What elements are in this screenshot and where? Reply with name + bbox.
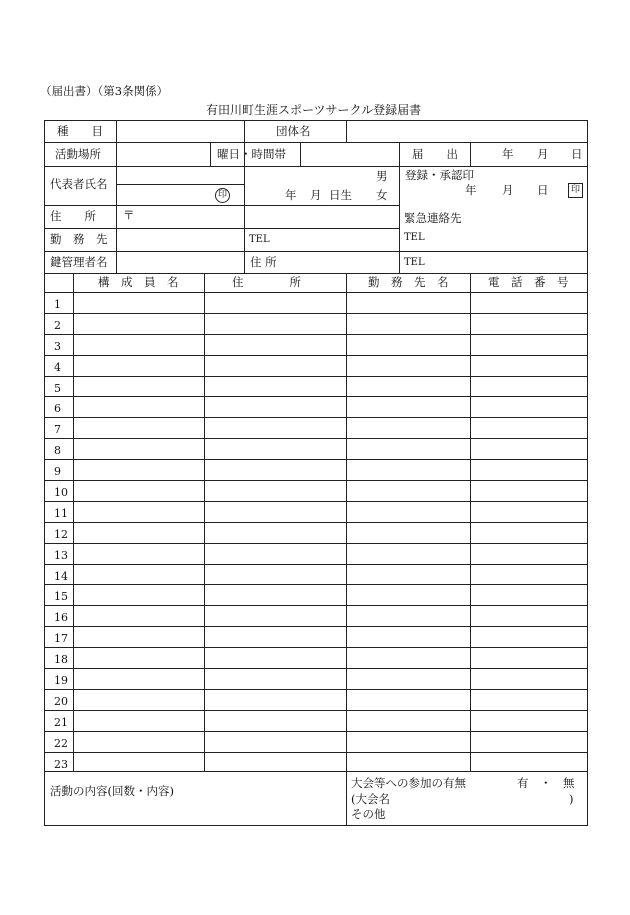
table-row (44, 397, 587, 418)
row-number: 12 (54, 527, 68, 541)
page-title: 有田川町生涯スポーツサークル登録届書 (206, 103, 422, 117)
table-border-bottom (44, 825, 588, 826)
table-row (44, 565, 587, 586)
reg-month: 月 (502, 183, 514, 197)
day-time-label: 曜日・時間帯 (217, 147, 286, 161)
row-divider (44, 142, 588, 143)
table-row (44, 439, 587, 460)
reg-year: 年 (465, 183, 477, 197)
row-number: 13 (54, 548, 68, 562)
table-row (44, 377, 587, 398)
col-divider (346, 120, 347, 143)
row-number: 11 (54, 506, 68, 520)
workplace-tel: TEL (249, 234, 270, 245)
table-row (44, 293, 587, 314)
row-number: 16 (54, 611, 68, 625)
col-divider (300, 142, 301, 166)
row-number: 22 (54, 736, 68, 750)
table-row (44, 648, 587, 669)
registration-label: 登録・承認印 (405, 168, 474, 182)
tournament-label: 大会等への参加の有無 (351, 776, 466, 790)
tournament-name-open: (大会名 (351, 792, 390, 806)
table-row (44, 481, 587, 502)
row-number: 10 (54, 486, 68, 500)
row-number: 23 (54, 757, 68, 771)
members-header-workplace: 勤 務 先 名 (368, 275, 449, 289)
table-row (44, 690, 587, 711)
row-number: 1 (54, 298, 61, 311)
table-row (44, 711, 587, 732)
seal-stamp: 印 (215, 188, 230, 203)
category-label: 種 目 (57, 124, 103, 138)
table-row (44, 606, 587, 627)
reg-seal-stamp: 印 (568, 183, 583, 198)
row-number: 18 (54, 653, 68, 667)
table-row (44, 356, 587, 377)
table-row (44, 460, 587, 481)
tournament-name-close: ) (569, 792, 574, 806)
row-divider (116, 184, 244, 185)
row-number: 8 (54, 444, 61, 458)
notify-month: 月 (537, 147, 549, 161)
key-manager-label: 鍵管理者名 (50, 255, 108, 269)
members-header-address: 住 所 (232, 275, 301, 289)
row-divider (44, 205, 399, 206)
yes-no-label: 有 ・ 無 (517, 776, 575, 790)
table-row (44, 502, 587, 523)
group-name-label: 団体名 (276, 124, 311, 138)
key-manager-tel: TEL (404, 257, 425, 268)
row-number: 6 (54, 402, 61, 416)
row-divider (44, 228, 399, 229)
table-row (44, 585, 587, 606)
col-divider (210, 142, 211, 166)
address-label: 住 所 (50, 209, 96, 223)
representative-label: 代表者氏名 (50, 177, 108, 191)
members-header-name: 構 成 員 名 (98, 275, 179, 289)
activity-place-label: 活動場所 (55, 147, 101, 161)
row-number: 14 (54, 569, 68, 583)
row-number: 4 (54, 360, 61, 374)
row-number: 20 (54, 694, 68, 708)
form-label: （届出書）（第3条関係） (40, 84, 169, 98)
table-row (44, 627, 587, 648)
row-divider (44, 273, 588, 274)
col-divider (470, 142, 471, 166)
workplace-label: 勤 務 先 (50, 232, 108, 246)
emergency-tel: TEL (404, 232, 425, 243)
table-row (44, 669, 587, 690)
row-number: 5 (54, 381, 61, 395)
table-row (44, 753, 587, 774)
notify-day: 日 (571, 147, 583, 161)
birth-day: 日生 (329, 188, 352, 202)
table-border-top (44, 120, 588, 121)
row-number: 7 (54, 423, 61, 437)
row-number: 9 (54, 465, 61, 479)
row-number: 15 (54, 590, 68, 604)
postal-mark: 〒 (123, 208, 135, 222)
reg-day: 日 (537, 183, 549, 197)
members-header-phone: 電 話 番 号 (488, 275, 569, 289)
col-divider (244, 120, 245, 273)
emergency-label: 緊急連絡先 (404, 211, 462, 225)
table-row (44, 544, 587, 565)
activity-content-label: 活動の内容(回数・内容) (50, 784, 174, 798)
other-label: その他 (351, 807, 386, 821)
female-label: 女 (376, 188, 388, 202)
table-row (44, 335, 587, 356)
row-number: 17 (54, 632, 68, 646)
members-table-body (44, 293, 587, 773)
notification-label: 届 出 (412, 147, 458, 161)
table-row (44, 314, 587, 335)
table-border-right (587, 120, 588, 826)
birth-month: 月 (310, 188, 322, 202)
row-number: 19 (54, 674, 68, 688)
col-divider (116, 120, 117, 273)
col-divider (399, 142, 400, 273)
notify-year: 年 (502, 147, 514, 161)
row-divider (44, 251, 588, 252)
row-number: 2 (54, 318, 61, 332)
birth-year: 年 (285, 188, 297, 202)
row-number: 21 (54, 715, 68, 729)
key-manager-address-label: 住 所 (250, 255, 277, 269)
table-row (44, 732, 587, 753)
row-number: 3 (54, 339, 61, 353)
table-row (44, 418, 587, 439)
male-label: 男 (376, 169, 388, 183)
row-divider (44, 166, 588, 167)
table-row (44, 523, 587, 544)
